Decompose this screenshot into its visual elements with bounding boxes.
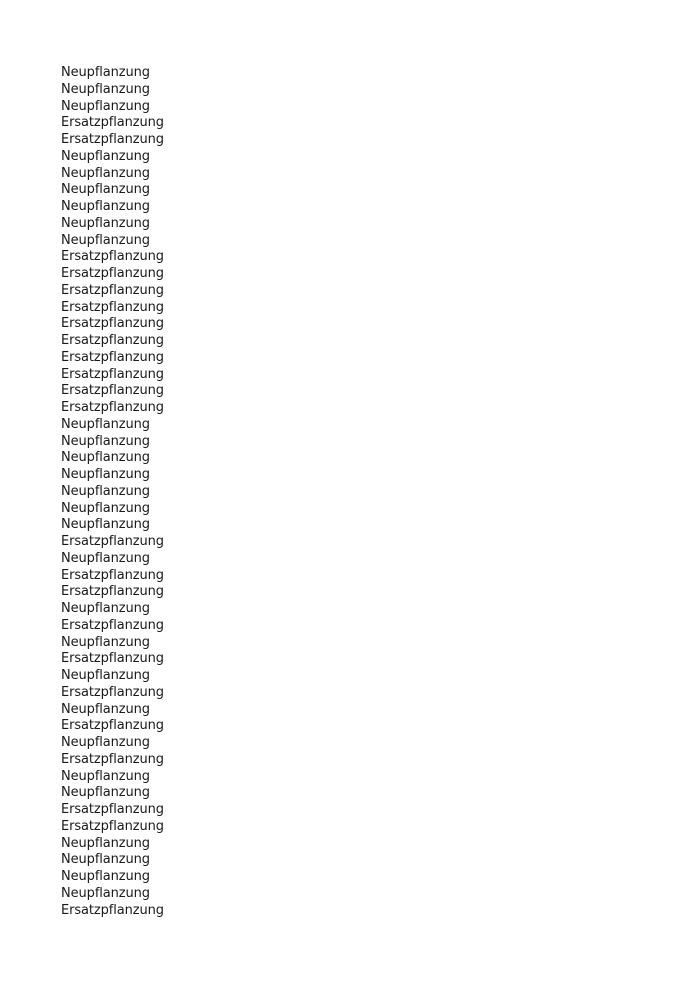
list-item: Ersatzpflanzung	[61, 366, 164, 382]
list-item: Ersatzpflanzung	[61, 584, 164, 600]
list-item: Ersatzpflanzung	[61, 718, 164, 734]
list-item: Neupflanzung	[61, 768, 150, 784]
list-item: Neupflanzung	[61, 467, 150, 482]
list-item: Ersatzpflanzung	[61, 818, 164, 834]
list-item: Ersatzpflanzung	[61, 684, 164, 700]
list-item: Neupflanzung	[61, 601, 150, 616]
list-item: Neupflanzung	[61, 165, 150, 181]
list-item: Ersatzpflanzung	[61, 249, 164, 265]
list-item: Neupflanzung	[61, 98, 150, 114]
list-item: Ersatzpflanzung	[61, 651, 164, 667]
list-item: Ersatzpflanzung	[61, 617, 164, 633]
list-item: Neupflanzung	[61, 869, 150, 884]
list-item: Ersatzpflanzung	[61, 132, 164, 147]
list-item: Neupflanzung	[61, 65, 150, 80]
list-item: Ersatzpflanzung	[61, 751, 164, 767]
list-item: Ersatzpflanzung	[61, 266, 164, 281]
list-item: Ersatzpflanzung	[61, 316, 164, 332]
list-item: Ersatzpflanzung	[61, 333, 164, 348]
list-item: Ersatzpflanzung	[61, 802, 164, 817]
list-item: Neupflanzung	[61, 148, 150, 164]
list-item: Neupflanzung	[61, 701, 150, 717]
list-item: Ersatzpflanzung	[61, 383, 164, 399]
list-item: Neupflanzung	[61, 483, 150, 499]
list-item: Neupflanzung	[61, 634, 150, 650]
list-item: Neupflanzung	[61, 885, 150, 901]
list-item: Neupflanzung	[61, 232, 150, 248]
list-item: Neupflanzung	[61, 668, 150, 683]
list-item: Neupflanzung	[61, 215, 150, 231]
list-item: Neupflanzung	[61, 517, 150, 533]
list-item: Ersatzpflanzung	[61, 400, 164, 415]
list-item: Ersatzpflanzung	[61, 299, 164, 315]
list-item: Neupflanzung	[61, 550, 150, 566]
list-item: Neupflanzung	[61, 500, 150, 516]
list-item: Ersatzpflanzung	[61, 282, 164, 298]
list-item: Neupflanzung	[61, 852, 150, 868]
list-item: Ersatzpflanzung	[61, 115, 164, 131]
list-item: Neupflanzung	[61, 182, 150, 198]
list-item: Neupflanzung	[61, 81, 150, 97]
list-item: Neupflanzung	[61, 450, 150, 466]
list-item: Neupflanzung	[61, 835, 150, 851]
list-item: Neupflanzung	[61, 199, 150, 214]
list-item: Neupflanzung	[61, 735, 150, 750]
list-item: Ersatzpflanzung	[61, 902, 164, 918]
list-item: Neupflanzung	[61, 785, 150, 801]
planting-type-list	[61, 65, 164, 919]
list-item: Ersatzpflanzung	[61, 534, 164, 549]
list-item: Neupflanzung	[61, 433, 150, 449]
list-item: Neupflanzung	[61, 416, 150, 432]
list-item: Ersatzpflanzung	[61, 349, 164, 365]
list-item: Ersatzpflanzung	[61, 567, 164, 583]
